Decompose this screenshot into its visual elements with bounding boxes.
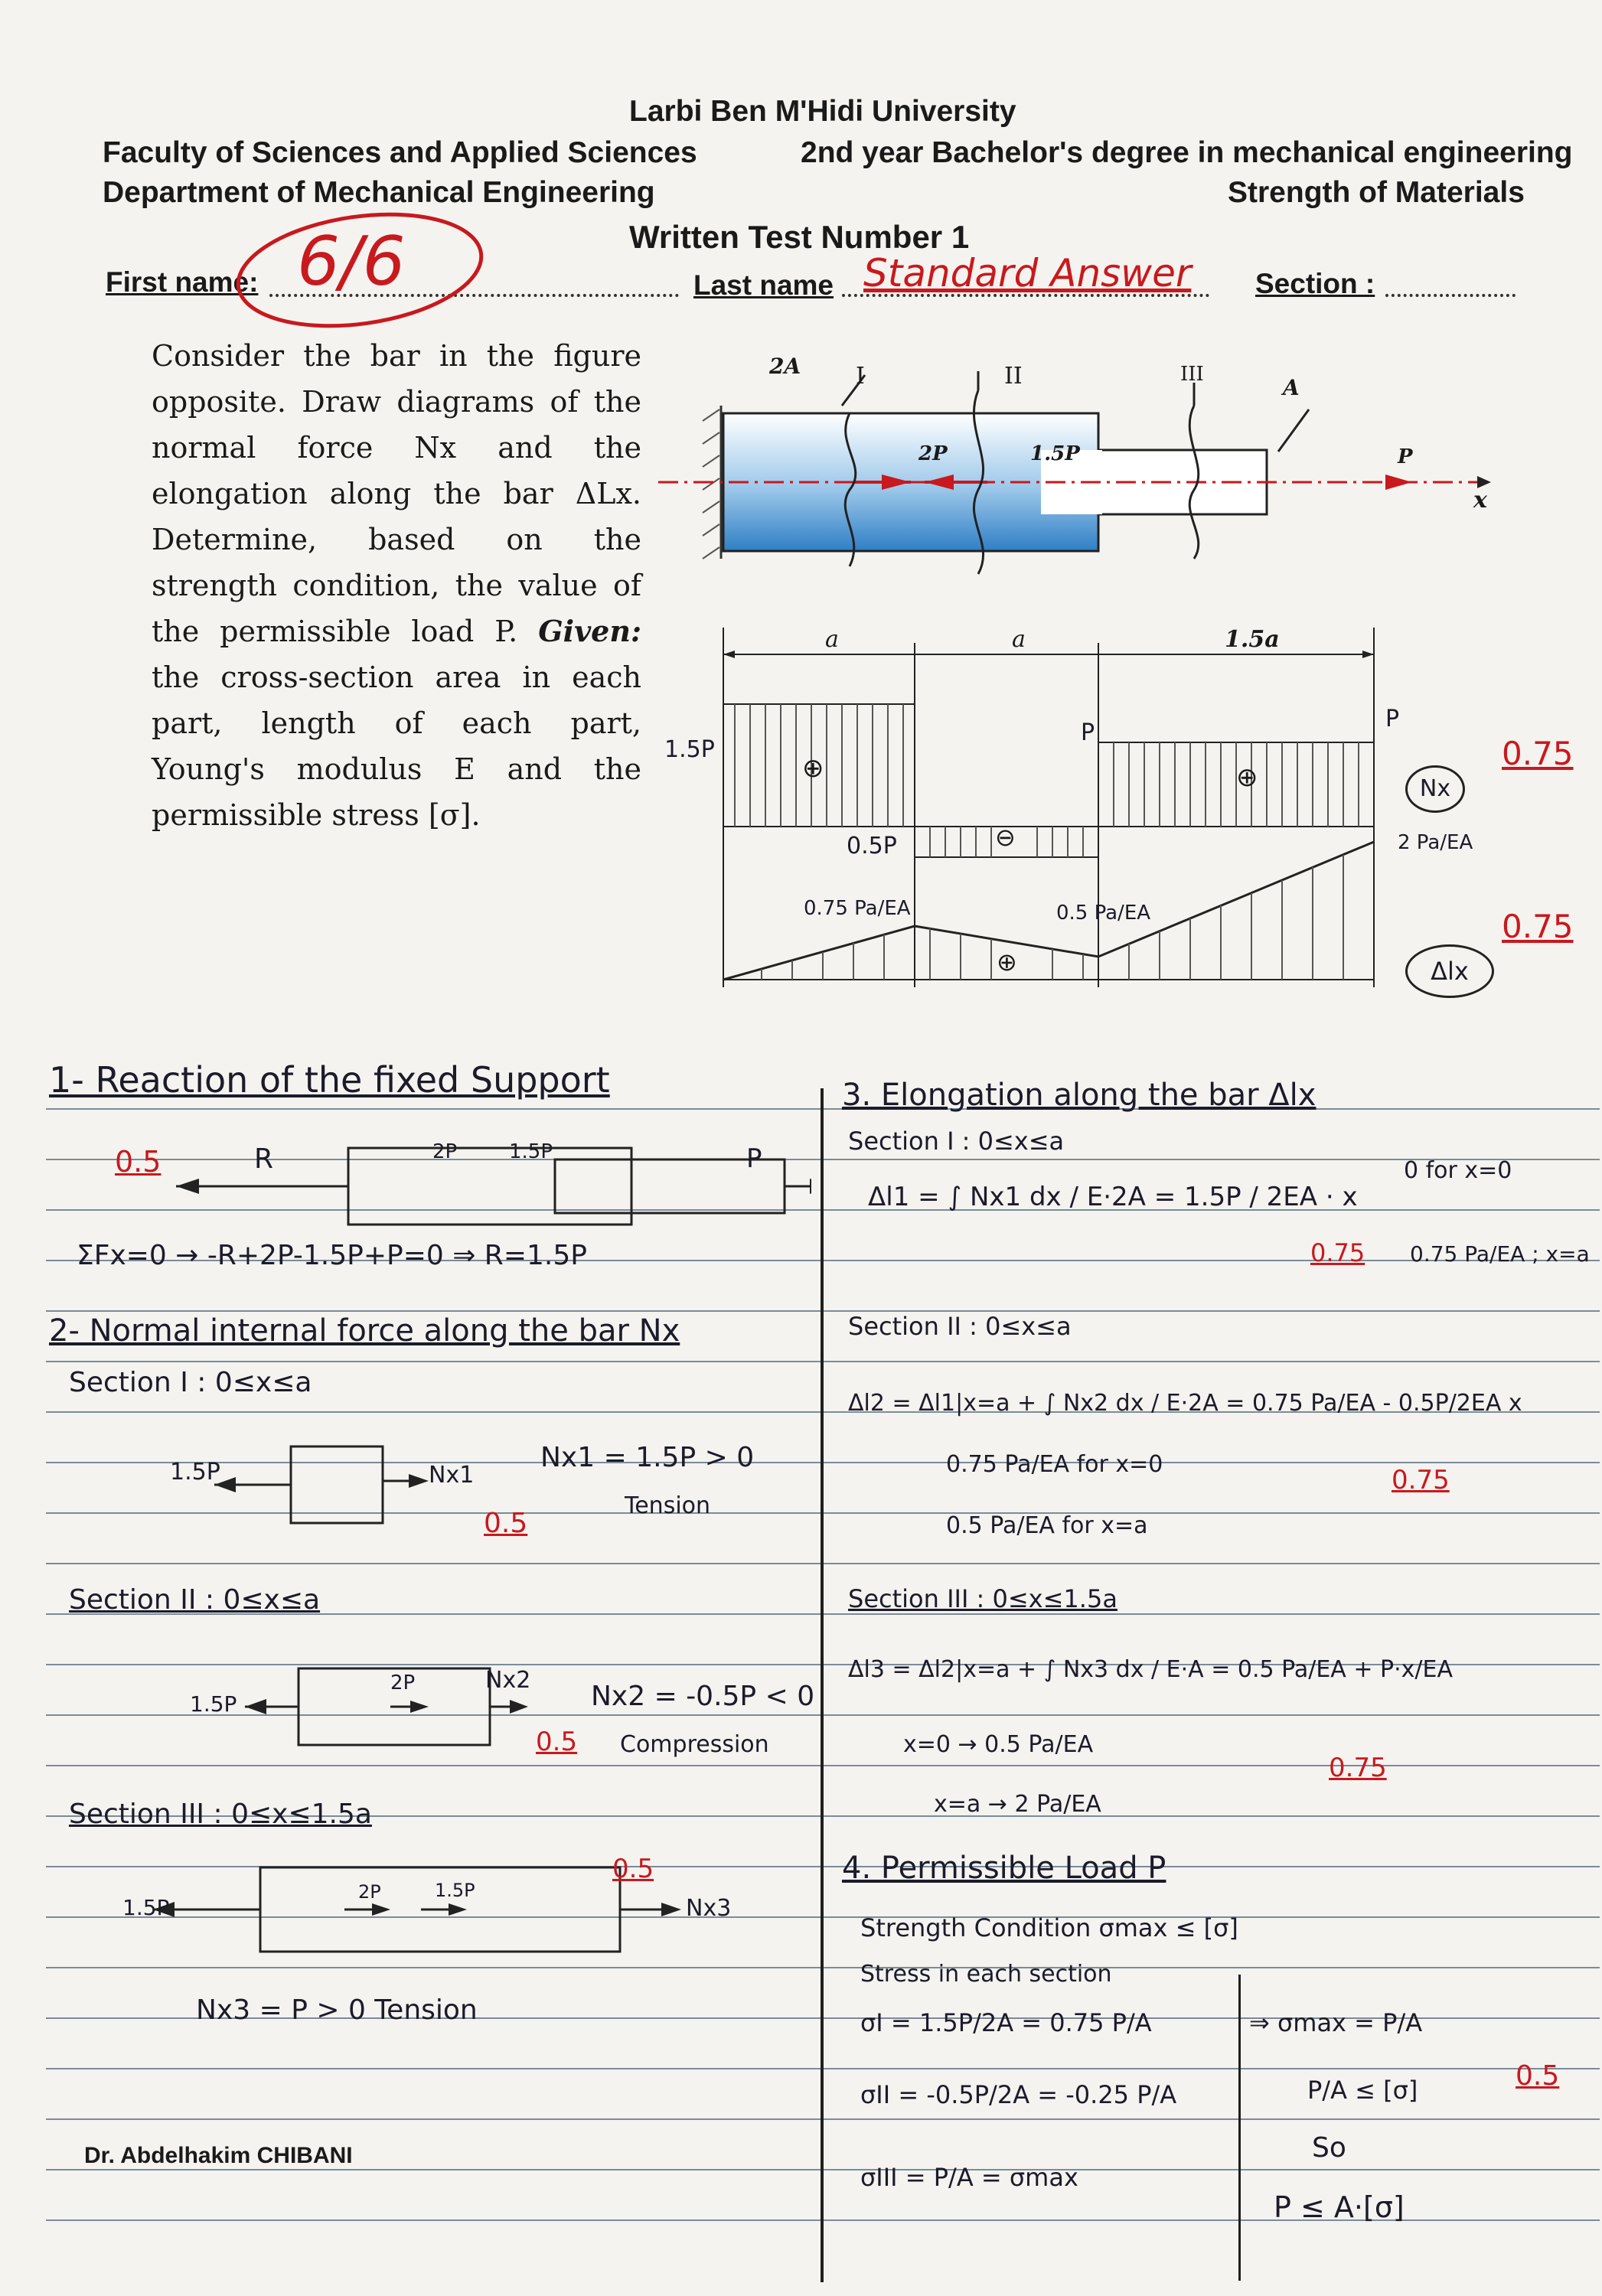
q3-title: 3. Elongation along the bar Δlx <box>842 1078 1317 1113</box>
last-name-label: Last name <box>693 269 834 301</box>
nx-value-left: 1.5P <box>664 736 715 763</box>
q3-s2-case0: 0.75 Pa/EA for x=0 <box>946 1451 1163 1478</box>
q2-s2-eq: Nx2 = -0.5P < 0 <box>591 1681 815 1712</box>
faculty-name: Faculty of Sciences and Applied Sciences <box>103 136 697 169</box>
q2-s1-mark: 0.5 <box>484 1508 528 1539</box>
q2-s2-state: Compression <box>620 1731 769 1758</box>
q2-s1-state: Tension <box>625 1492 711 1519</box>
q1-mark: 0.5 <box>115 1145 162 1179</box>
q3-s1-mark: 0.75 <box>1310 1238 1365 1267</box>
department-name: Department of Mechanical Engineering <box>103 176 655 209</box>
load-P-arrow <box>1385 475 1412 490</box>
q4-so: So <box>1312 2132 1346 2164</box>
q2-s3-nx: Nx3 <box>686 1895 732 1922</box>
q4-sigma-2: σII = -0.5P/2A = -0.25 P/A <box>860 2080 1177 2109</box>
problem-statement <box>152 333 641 838</box>
dl-value-2: 0.5 Pa/EA <box>1056 902 1151 925</box>
nx-plus-sign-1: ⊕ <box>802 753 824 784</box>
q1-title: 1- Reaction of the fixed Support <box>49 1059 610 1101</box>
q2-s1-nx: Nx1 <box>429 1462 475 1489</box>
nx-mark: 0.75 <box>1502 735 1574 772</box>
q2-s2-force-1: 1.5P <box>190 1691 237 1717</box>
q3-s2-eq: Δl2 = Δl1|x=a + ∫ Nx2 dx / E·2A = 0.75 Pa/EA - 0.5P/2EA x <box>848 1390 1522 1417</box>
q4-sigma-3: σIII = P/A = σmax <box>860 2163 1078 2192</box>
dlx-mark: 0.75 <box>1502 908 1574 945</box>
dl-value-1: 0.75 Pa/EA <box>804 897 911 920</box>
q2-s3-force-2: 2P <box>358 1881 381 1903</box>
nx-diagram <box>712 689 1385 995</box>
q1-label-1.5P: 1.5P <box>509 1140 553 1163</box>
q1-label-R: R <box>254 1143 274 1175</box>
result-divider <box>1238 1975 1241 2281</box>
q2-s2-label: Section II : 0≤x≤a <box>69 1584 321 1616</box>
q2-s3-mark: 0.5 <box>612 1854 654 1884</box>
grade-score: 6/6 <box>297 222 406 301</box>
q3-s2-label: Section II : 0≤x≤a <box>848 1312 1072 1341</box>
q2-s1-label: Section I : 0≤x≤a <box>69 1367 312 1398</box>
q3-s3-label: Section III : 0≤x≤1.5a <box>848 1584 1117 1613</box>
dl-value-3: 2 Pa/EA <box>1398 831 1473 854</box>
section-label-II: II <box>1004 363 1023 390</box>
q3-s1-eq: Δl1 = ∫ Nx1 dx / E·2A = 1.5P / 2EA · x <box>868 1182 1358 1212</box>
q3-s2-mark: 0.75 <box>1392 1465 1450 1495</box>
q4-condition: Strength Condition σmax ≤ [σ] <box>860 1913 1238 1942</box>
section-field[interactable] <box>1385 294 1516 297</box>
q2-s3-eq: Nx3 = P > 0 Tension <box>196 1994 478 2026</box>
q2-s3-force-1: 1.5P <box>122 1895 170 1920</box>
given-label: Given: <box>538 614 641 648</box>
q3-s3-eq: Δl3 = Δl2|x=a + ∫ Nx3 dx / E·A = 0.5 Pa/EA + P·x/EA <box>848 1656 1454 1683</box>
q3-s1-case0: 0 for x=0 <box>1404 1157 1512 1184</box>
length-label-a2: a <box>1012 626 1026 653</box>
q2-title: 2- Normal internal force along the bar Nx <box>49 1313 680 1349</box>
q2-s2-nx: Nx2 <box>485 1667 531 1694</box>
q1-label-2P: 2P <box>432 1140 458 1163</box>
q1-equation: ΣFx=0 → -R+2P-1.5P+P=0 ⇒ R=1.5P <box>77 1240 587 1271</box>
axis-label-x: x <box>1473 487 1487 514</box>
problem-text: Consider the bar in the figure opposite. Draw diagrams of the normal force Nx and the elongation along the bar ΔLx. Determine, based on the strength condition, the value of the permissible load P. <box>152 339 641 648</box>
q4-mark: 0.5 <box>1516 2060 1560 2092</box>
section-label-I: I <box>856 363 865 390</box>
q3-s3-case0: x=0 → 0.5 Pa/EA <box>903 1731 1094 1758</box>
q2-s2-mark: 0.5 <box>536 1727 578 1757</box>
q2-s2-force-2: 2P <box>390 1671 416 1694</box>
nx-value-mid: 0.5P <box>847 833 897 859</box>
length-label-a1: a <box>825 626 839 653</box>
section-label: Section : <box>1255 268 1375 299</box>
load-label-2P: 2P <box>918 442 948 465</box>
dl-plus-sign: ⊕ <box>997 947 1017 977</box>
first-name-label: First name: <box>106 266 259 298</box>
q2-s1-force: 1.5P <box>170 1459 220 1486</box>
area-label-2A: 2A <box>769 354 801 379</box>
year-label: 2nd year Bachelor's degree in mechanical engineering <box>801 136 1573 169</box>
author-name: Dr. Abdelhakim CHIBANI <box>84 2143 353 2168</box>
area-label-A: A <box>1283 375 1300 400</box>
q3-s1-casea: 0.75 Pa/EA ; x=a <box>1410 1241 1590 1267</box>
q3-s3-mark: 0.75 <box>1329 1753 1387 1783</box>
q3-s1-label: Section I : 0≤x≤a <box>848 1127 1065 1156</box>
q3-s3-casea: x=a → 2 Pa/EA <box>934 1791 1101 1818</box>
q4-title: 4. Permissible Load P <box>842 1851 1166 1886</box>
last-name-value: Standard Answer <box>863 251 1192 295</box>
q4-inequality: P/A ≤ [σ] <box>1307 2076 1418 2105</box>
dlx-tag: Δlx <box>1405 944 1494 998</box>
q2-s1-fbd <box>168 1439 475 1546</box>
nx-value-right: P <box>1385 706 1400 732</box>
q2-s1-eq: Nx1 = 1.5P > 0 <box>540 1442 755 1473</box>
q4-sigma-1: σI = 1.5P/2A = 0.75 P/A <box>860 2008 1152 2037</box>
length-label-1.5a: 1.5a <box>1225 626 1280 653</box>
nx-value-right-mid: P <box>1081 719 1095 746</box>
given-text: the cross-section area in each part, length of each part, Young's modulus E and the permissible stress [σ]. <box>152 660 641 832</box>
q1-label-P: P <box>746 1143 762 1174</box>
q2-s3-label: Section III : 0≤x≤1.5a <box>69 1799 372 1830</box>
nx-tag: Nx <box>1405 765 1465 813</box>
section-label-III: III <box>1180 363 1204 386</box>
q4-stress-label: Stress in each section <box>860 1961 1112 1988</box>
university-name: Larbi Ben M'Hidi University <box>629 95 1016 128</box>
load-label-P: P <box>1398 445 1413 468</box>
nx-plus-sign-3: ⊕ <box>1236 762 1258 793</box>
nx-minus-sign: ⊖ <box>995 823 1016 852</box>
q4-sigma-max: ⇒ σmax = P/A <box>1249 2008 1423 2037</box>
q2-s3-force-3: 1.5P <box>435 1880 475 1901</box>
column-divider <box>821 1088 824 2282</box>
q3-s2-casea: 0.5 Pa/EA for x=a <box>946 1512 1148 1539</box>
q4-result: P ≤ A·[σ] <box>1274 2190 1405 2224</box>
test-title: Written Test Number 1 <box>629 219 970 255</box>
module-name: Strength of Materials <box>1228 176 1525 209</box>
load-label-1.5P: 1.5P <box>1030 442 1080 465</box>
